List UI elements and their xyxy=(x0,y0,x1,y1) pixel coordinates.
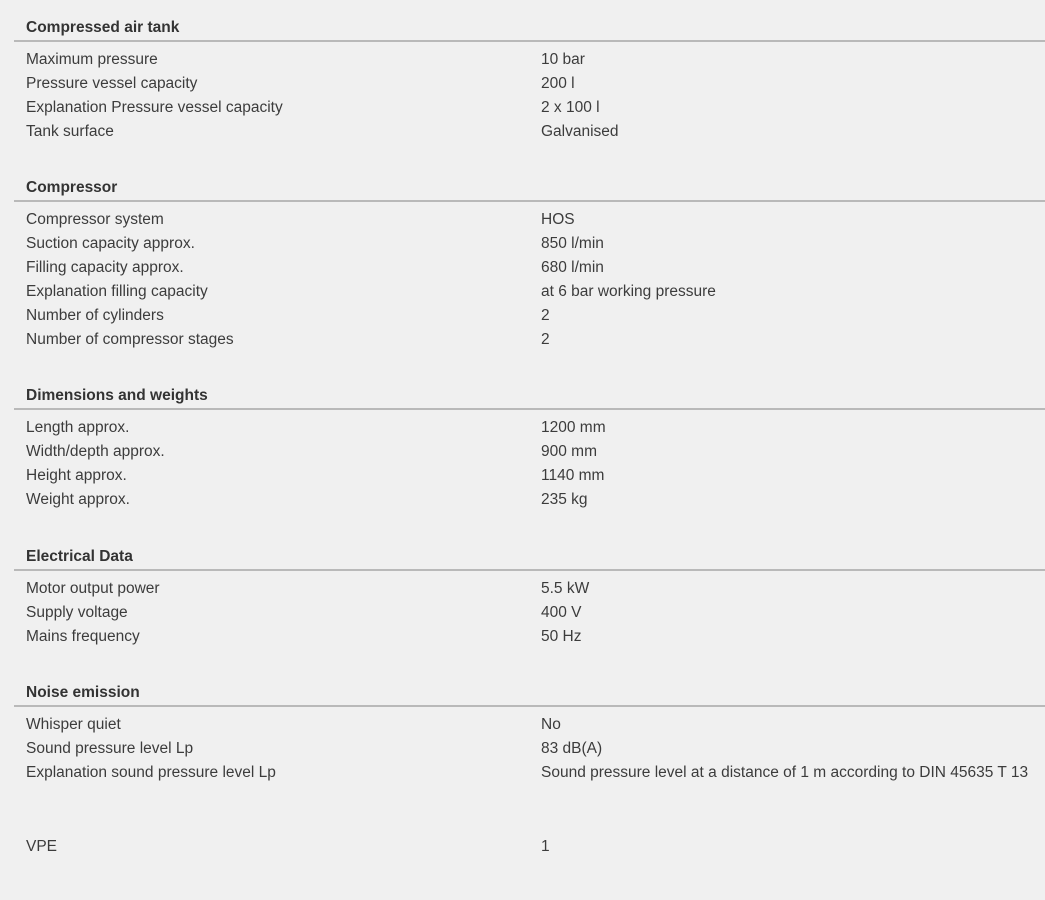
section-title: Dimensions and weights xyxy=(14,382,1045,410)
spec-value: No xyxy=(541,716,561,733)
spec-label: Number of cylinders xyxy=(26,307,164,324)
spec-row xyxy=(14,835,1045,859)
section-noise-emission xyxy=(14,679,1045,809)
spec-value: 5.5 kW xyxy=(541,580,590,597)
spec-row xyxy=(14,280,1045,304)
spec-row xyxy=(14,208,1045,232)
spec-label: Sound pressure level Lp xyxy=(26,740,194,757)
spec-label: Width/depth approx. xyxy=(26,443,165,460)
spec-row xyxy=(14,72,1045,96)
spec-value: 680 l/min xyxy=(541,259,604,276)
spec-label: Explanation Pressure vessel capacity xyxy=(26,99,283,116)
spec-value: 2 xyxy=(541,331,550,348)
section-title: Compressed air tank xyxy=(14,14,1045,42)
section-electrical-data xyxy=(14,543,1045,649)
spec-row xyxy=(14,416,1045,440)
spec-label: Suction capacity approx. xyxy=(26,235,195,252)
spec-label: Height approx. xyxy=(26,467,127,484)
spec-label: Motor output power xyxy=(26,580,160,597)
spec-value: 50 Hz xyxy=(541,628,582,645)
spec-label: Weight approx. xyxy=(26,491,130,508)
spec-rows xyxy=(14,707,1045,809)
spec-value: 10 bar xyxy=(541,51,585,68)
spec-value: 2 x 100 l xyxy=(541,99,600,116)
spec-label: Filling capacity approx. xyxy=(26,259,184,276)
spec-rows xyxy=(14,410,1045,512)
section-title: Electrical Data xyxy=(14,543,1045,571)
spec-row xyxy=(14,625,1045,649)
spec-label: Whisper quiet xyxy=(26,716,121,733)
spec-rows xyxy=(14,42,1045,144)
spec-row xyxy=(14,464,1045,488)
spec-row xyxy=(14,577,1045,601)
spec-value: HOS xyxy=(541,211,575,228)
spec-row xyxy=(14,488,1045,512)
spec-rows xyxy=(14,571,1045,649)
vpe-row xyxy=(14,835,1045,859)
spec-row xyxy=(14,761,1045,809)
spec-row xyxy=(14,256,1045,280)
spec-label: Tank surface xyxy=(26,123,114,140)
spec-value: 235 kg xyxy=(541,491,588,508)
spec-value: 2 xyxy=(541,307,550,324)
spec-label: Supply voltage xyxy=(26,604,128,621)
spec-label: Pressure vessel capacity xyxy=(26,75,198,92)
spec-value: 400 V xyxy=(541,604,582,621)
spec-value: at 6 bar working pressure xyxy=(541,283,716,300)
section-dimensions-and-weights xyxy=(14,382,1045,512)
spec-value: Sound pressure level at a distance of 1 m according to DIN 45635 T 13 xyxy=(541,764,1029,781)
spec-value: 200 l xyxy=(541,75,575,92)
spec-row xyxy=(14,601,1045,625)
spec-row xyxy=(14,737,1045,761)
spec-value: 1200 mm xyxy=(541,419,606,436)
spec-row xyxy=(14,232,1045,256)
section-title: Noise emission xyxy=(14,679,1045,707)
spec-value: 900 mm xyxy=(541,443,597,460)
spec-row xyxy=(14,304,1045,328)
spec-value: 1140 mm xyxy=(541,467,605,484)
spec-label: Maximum pressure xyxy=(26,51,158,68)
spec-row xyxy=(14,328,1045,352)
spec-value: 1 xyxy=(541,838,550,855)
spec-value: Galvanised xyxy=(541,123,619,140)
spec-row xyxy=(14,120,1045,144)
spec-row xyxy=(14,440,1045,464)
spec-label: Length approx. xyxy=(26,419,130,436)
section-compressed-air-tank xyxy=(14,14,1045,144)
section-compressor xyxy=(14,174,1045,352)
section-title: Compressor xyxy=(14,174,1045,202)
spec-rows xyxy=(14,202,1045,352)
spec-label: Explanation sound pressure level Lp xyxy=(26,764,276,781)
spec-label: Mains frequency xyxy=(26,628,140,645)
spec-row xyxy=(14,713,1045,737)
spec-value: 83 dB(A) xyxy=(541,740,603,757)
spec-row xyxy=(14,48,1045,72)
spec-label: Number of compressor stages xyxy=(26,331,234,348)
spec-label: Explanation filling capacity xyxy=(26,283,208,300)
spec-label: VPE xyxy=(26,838,58,855)
spec-label: Compressor system xyxy=(26,211,164,228)
spec-row xyxy=(14,96,1045,120)
spec-value: 850 l/min xyxy=(541,235,604,252)
